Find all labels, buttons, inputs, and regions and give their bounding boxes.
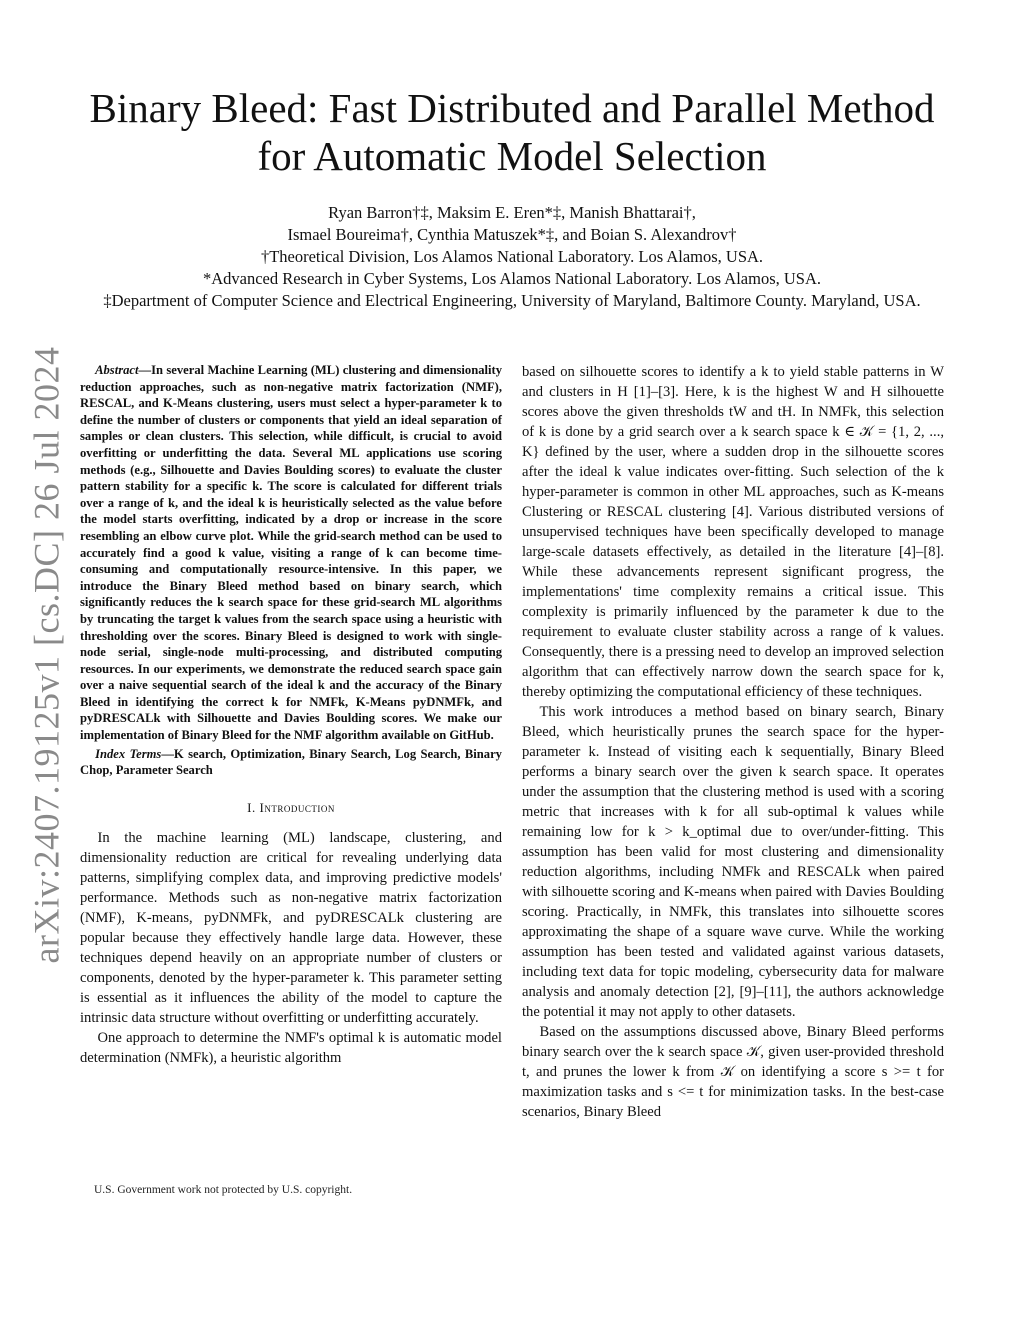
- right-column: [522, 362, 944, 1122]
- index-terms-text: —K search, Optimization, Binary Search, Log Search, Binary Chop, Parameter Search: [80, 746, 502, 778]
- section-heading-introduction: [80, 800, 502, 816]
- author-block: [60, 202, 964, 312]
- intro-paragraph-2: One approach to determine the NMF's optimal k is automatic model determination (NMFk), a heuristic algorithm: [80, 1029, 502, 1066]
- abstract-lead: Abstract: [95, 363, 139, 377]
- affiliation-3: ‡Department of Computer Science and Electrical Engineering, University of Maryland, Baltimore County. Maryland, USA.: [103, 291, 921, 310]
- title-line-1: Binary Bleed: Fast Distributed and Parallel Method: [89, 85, 935, 131]
- affiliation-1: †Theoretical Division, Los Alamos National Laboratory. Los Alamos, USA.: [260, 247, 764, 266]
- abstract-text: —In several Machine Learning (ML) clustering and dimensionality reduction approaches, such as non-negative matrix factorization (NMF), RESCAL, and K-Means clustering, users must select a hyper-parameter k to define the number of clusters or components that yield an ideal separation of samples or clean clusters. This selection, while difficult, is crucial to avoid overfitting or underfitting the data. Several ML applications use scoring methods (e.g., Silhouette and Davies Boulding scores) to evaluate the cluster pattern stability for a specific k. The score is calculated for different trials over a range of k, and the ideal k is heuristically selected as the value before the model starts overfitting, indicated by a drop or increase in the score resembling an elbow curve plot. While the grid-search method can be used to accurately find a good k value, visiting a range of k can become time-consuming and computationally resource-intensive. In this paper, we introduce the Binary Bleed method based on binary search, which significantly reduces the k search space for these grid-search ML algorithms by truncating the target k values from the search space using a heuristic with thresholding over the scores. Binary Bleed is designed to work with single-node serial, single-node multi-processing, and distributed computing resources. In our experiments, we demonstrate the reduced search space gain over a naive sequential search of the ideal k and the accuracy of the Binary Bleed in identifying the correct k for NMFk, K-Means pyDNMFk, and pyDRESCALk with Silhouette and Davies Boulding scores. We make our implementation of Binary Bleed for the NMF algorithm available on GitHub.: [80, 363, 502, 743]
- paper-title: [60, 84, 964, 180]
- section-title: Introduction: [259, 799, 335, 815]
- authors-line-1: Ryan Barron†‡, Maksim E. Eren*‡, Manish Bhattarai†,: [328, 203, 696, 222]
- arxiv-identifier-text: arXiv:2407.19125v1 [cs.DC] 26 Jul 2024: [26, 346, 66, 964]
- left-column: [80, 362, 502, 1068]
- abstract: [80, 362, 502, 744]
- intro-paragraph-4: Based on the assumptions discussed above, Binary Bleed performs binary search over the k search space 𝒦, given user-provided threshold t, and prunes the lower k from 𝒦 on identifying a score s >= t for maximization tasks and s <= t for minimization tasks. In the best-case scenarios, Binary Bleed: [522, 1024, 944, 1120]
- intro-paragraph-1: In the machine learning (ML) landscape, clustering, and dimensionality reduction are critical for revealing underlying data patterns, simplifying complex data, and improving predictive models' performance. Methods such as non-negative matrix factorization (NMF), K-means, pyDNMFk, and pyDRESCALk clustering are popular because they effectively handle large data. However, these techniques depend heavily on an appropriate number of clusters or components, denoted by the hyper-parameter k. This parameter setting is essential as it influences the ability of the model to capture the intrinsic data structure without overfitting or underfitting accurately.: [80, 829, 502, 1026]
- affiliation-2: *Advanced Research in Cyber Systems, Los Alamos National Laboratory. Los Alamos, USA.: [202, 269, 822, 288]
- arxiv-identifier: [18, 346, 74, 964]
- title-line-2: for Automatic Model Selection: [257, 133, 767, 179]
- intro-paragraph-2-continued: based on silhouette scores to identify a k to yield stable patterns in W and clusters in H [1]–[3]. Here, k is the highest W and H silhouette scores above the given thresholds tW and tH. In NMFk, this selection of k is done by a grid search over a k search space k ∈ 𝒦 = {1, 2, ..., K} defined by the user, where a sudden drop in the silhouette scores after the ideal k value indicates over-fitting. Such selection of the k hyper-parameter is common in other ML approaches, such as K-means Clustering or RESCAL clustering [4]. Various distributed versions of unsupervised techniques have been specifically developed to manage large-scale datasets effectively, as detailed in the literature [4]–[8]. While these advancements represent significant progress, the implementations' time complexity remains a critical issue. This complexity is primarily influenced by the parameter k due to the requirement to evaluate cluster stability across a range of k values. Consequently, there is a pressing need to develop an improved selection algorithm that can effectively narrow down the search space for k, thereby optimizing the computational efficiency of these techniques.: [522, 364, 944, 700]
- copyright-footnote: U.S. Government work not protected by U.S. copyright.: [94, 1184, 353, 1196]
- intro-paragraph-3: This work introduces a method based on binary search, Binary Bleed, which heuristically prunes the search space for the hyper-parameter k. Instead of visiting each k sequentially, Binary Bleed performs a binary search over the given k search space. It operates under the assumption that the clustering method is used with a scoring metric that increases with k for all sub-optimal k values while remaining low for k > k_optimal due to over/under-fitting. This assumption has been valid for most clustering and dimensionality reduction algorithms, including NMFk and RESCALk when paired with silhouette scoring and K-means when paired with Davies Boulding scoring. Practically, in NMFk, this translates into silhouette scores approximating the shape of a square wave curve. While the working assumption has been tested and validated against various datasets, including text data for topic modeling, cybersecurity data for malware analysis and anomaly detection [2], [9]–[11], the authors acknowledge the potential it may not apply to other datasets.: [522, 704, 944, 1020]
- authors-line-2: Ismael Boureima†, Cynthia Matuszek*‡, and Boian S. Alexandrov†: [287, 225, 737, 244]
- index-terms-lead: Index Terms: [95, 746, 162, 761]
- section-number: I.: [247, 799, 256, 815]
- index-terms: [80, 746, 502, 779]
